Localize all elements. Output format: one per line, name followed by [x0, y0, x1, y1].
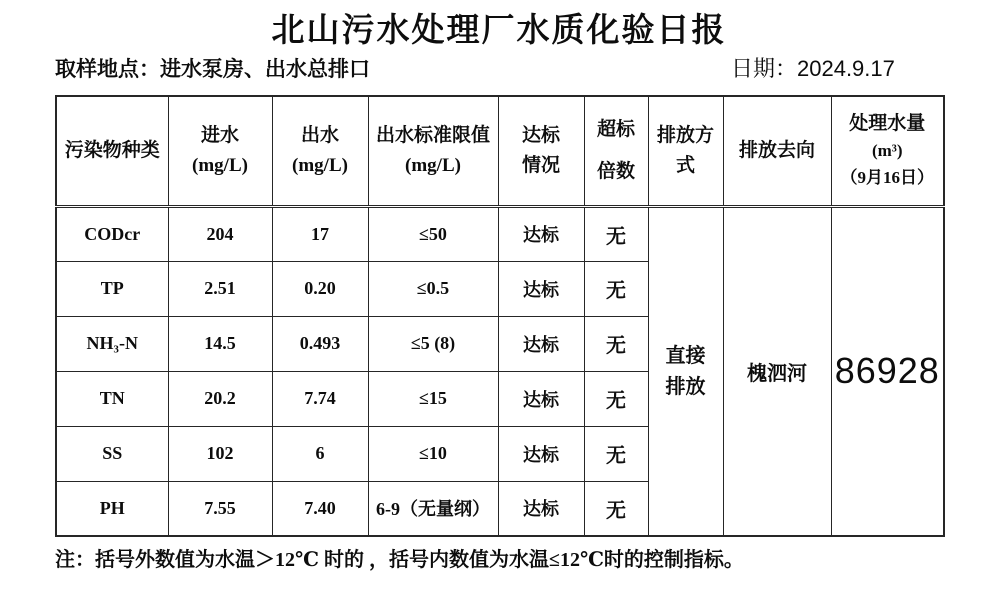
water-quality-table — [55, 95, 945, 537]
cell-limit: ≤0.5 — [368, 261, 498, 316]
header-line: 达标 — [521, 124, 560, 146]
cell-status: 达标 — [498, 316, 584, 371]
header-line: (mg/L) — [192, 154, 248, 176]
cell-exceedance: 无 — [584, 481, 648, 536]
cell-pollutant: TP — [56, 261, 168, 316]
cell-effluent: 6 — [272, 426, 368, 481]
header-line: (mg/L) — [405, 154, 461, 176]
cell-effluent: 7.74 — [272, 371, 368, 426]
header-line: 式 — [675, 154, 695, 176]
header-line: 污染物种类 — [64, 139, 160, 161]
cell-effluent: 7.40 — [272, 481, 368, 536]
cell-influent: 20.2 — [168, 371, 272, 426]
cell-status: 达标 — [498, 206, 584, 261]
cell-limit: ≤50 — [368, 206, 498, 261]
cell-status: 达标 — [498, 261, 584, 316]
cell-pollutant: PH — [56, 481, 168, 536]
cell-pollutant: TN — [56, 371, 168, 426]
cell-pollutant: CODcr — [56, 206, 168, 261]
header-compliance-status — [498, 96, 584, 206]
header-line: 超标 — [596, 118, 635, 140]
sampling-location: 取样地点：进水泵房、出水总排口 — [55, 57, 370, 81]
header-effluent-limit — [368, 96, 498, 206]
header-line: （9月16日） — [840, 168, 934, 188]
header-line: (mg/L) — [292, 154, 348, 176]
cell-limit: 6-9（无量纲） — [368, 481, 498, 536]
discharge-mode-cell — [648, 206, 723, 536]
footnote: 注：括号外数值为水温＞12℃ 时的 ，括号内数值为水温≤12℃时的控制指标。 — [55, 549, 744, 571]
cell-influent: 7.55 — [168, 481, 272, 536]
cell-exceedance: 无 — [584, 206, 648, 261]
header-line: 出水标准限值 — [375, 124, 490, 146]
cell-influent: 204 — [168, 206, 272, 261]
header-line: 情况 — [521, 154, 560, 176]
cell-effluent: 0.20 — [272, 261, 368, 316]
header-line: 处理水量 — [849, 113, 926, 135]
header-influent — [168, 96, 272, 206]
discharge-mode-line: 直接 — [665, 344, 706, 367]
header-treated-volume — [831, 96, 944, 206]
cell-influent: 14.5 — [168, 316, 272, 371]
treated-volume-cell: 86928 — [831, 206, 944, 536]
cell-exceedance: 无 — [584, 371, 648, 426]
header-line: 出水 — [300, 124, 339, 146]
cell-exceedance: 无 — [584, 316, 648, 371]
cell-effluent: 17 — [272, 206, 368, 261]
header-line: (m³) — [871, 141, 903, 161]
discharge-mode-line: 排放 — [665, 375, 706, 398]
header-effluent — [272, 96, 368, 206]
cell-limit: ≤5 (8) — [368, 316, 498, 371]
cell-exceedance: 无 — [584, 426, 648, 481]
cell-limit: ≤15 — [368, 371, 498, 426]
cell-influent: 102 — [168, 426, 272, 481]
cell-exceedance: 无 — [584, 261, 648, 316]
discharge-destination-cell: 槐泗河 — [723, 206, 831, 536]
table-header-row — [56, 96, 944, 206]
cell-pollutant: NH₃-N — [56, 316, 168, 371]
cell-status: 达标 — [498, 481, 584, 536]
header-line: 排放方 — [656, 124, 714, 146]
page-title: 北山污水处理厂水质化验日报 — [271, 13, 727, 49]
cell-limit: ≤10 — [368, 426, 498, 481]
header-line: 倍数 — [596, 160, 635, 182]
cell-status: 达标 — [498, 371, 584, 426]
header-exceedance-multiple — [584, 96, 648, 206]
report-date: 日期：2024.9.17 — [731, 56, 895, 81]
cell-pollutant: SS — [56, 426, 168, 481]
header-line: 排放去向 — [738, 139, 815, 161]
cell-influent: 2.51 — [168, 261, 272, 316]
table-row — [56, 206, 944, 261]
cell-effluent: 0.493 — [272, 316, 368, 371]
header-discharge-mode — [648, 96, 723, 206]
header-line: 进水 — [200, 124, 239, 146]
header-pollutant-type — [56, 96, 168, 206]
cell-status: 达标 — [498, 426, 584, 481]
header-discharge-destination — [723, 96, 831, 206]
